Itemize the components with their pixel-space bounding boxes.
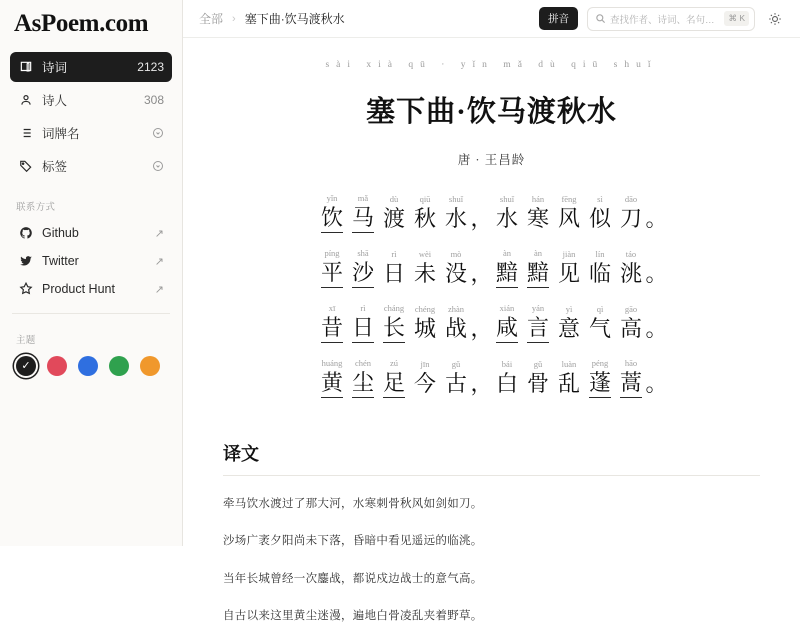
poem-line bbox=[317, 357, 667, 398]
list-icon bbox=[18, 126, 33, 141]
character-glyph: 临 bbox=[588, 260, 611, 286]
sidebar-item-poems[interactable] bbox=[10, 52, 172, 82]
character-glyph: 马 bbox=[352, 204, 374, 233]
character-pinyin: yǐn bbox=[326, 192, 338, 203]
character-pinyin: shuǐ bbox=[499, 193, 515, 204]
poem-character bbox=[554, 303, 585, 343]
character-glyph: 风 bbox=[557, 205, 580, 231]
poem-line bbox=[317, 247, 667, 288]
poem-character bbox=[379, 248, 410, 288]
poem-character bbox=[616, 357, 647, 398]
character-pinyin: qiū bbox=[419, 193, 431, 204]
character-glyph: 没 bbox=[444, 260, 467, 286]
character-pinyin: píng bbox=[324, 247, 340, 258]
translation-paragraph: 沙场广袤夕阳尚未下落，昏暗中看见遥远的临洮。 bbox=[223, 535, 483, 548]
translation-paragraph: 自古以来这里黄尘迷漫，遍地白骨凌乱夹着野草。 bbox=[223, 610, 483, 623]
character-glyph: ， bbox=[470, 260, 493, 286]
character-pinyin: chéng bbox=[414, 303, 436, 314]
poem-character bbox=[410, 358, 441, 398]
poem-punctuation bbox=[472, 358, 492, 398]
poem-character bbox=[492, 247, 523, 288]
character-glyph: 饮 bbox=[321, 204, 343, 233]
chevron-down-icon[interactable] bbox=[151, 160, 164, 173]
character-pinyin: gǔ bbox=[451, 358, 461, 369]
sidebar-item-poets[interactable] bbox=[10, 85, 172, 115]
external-link-icon: ↗ bbox=[154, 283, 164, 296]
user-icon bbox=[18, 93, 33, 108]
breadcrumb-current: 塞下曲·饮马渡秋水 bbox=[244, 12, 345, 26]
character-pinyin: hán bbox=[531, 193, 545, 204]
poem-character bbox=[523, 193, 554, 233]
character-pinyin: gǔ bbox=[533, 358, 543, 369]
character-pinyin: jīn bbox=[420, 358, 430, 369]
character-pinyin: qì bbox=[596, 303, 604, 314]
poem-character bbox=[348, 302, 379, 343]
character-glyph: 言 bbox=[527, 314, 549, 343]
poem-character bbox=[317, 192, 348, 233]
character-pinyin: yì bbox=[565, 303, 573, 314]
poem-character bbox=[585, 193, 616, 233]
poem-character bbox=[554, 358, 585, 398]
poem-page bbox=[183, 38, 800, 623]
character-glyph: 蒿 bbox=[620, 369, 642, 398]
poem-character bbox=[441, 248, 472, 288]
character-glyph: 洮 bbox=[619, 260, 642, 286]
poem-punctuation bbox=[472, 303, 492, 343]
poem-line bbox=[317, 192, 667, 233]
character-pinyin: xī bbox=[328, 302, 336, 313]
character-pinyin: péng bbox=[591, 357, 609, 368]
character-glyph: ， bbox=[470, 315, 493, 341]
translation-paragraph: 牵马饮水渡过了那大河，水寒刺骨秋风如剑如刀。 bbox=[223, 497, 483, 510]
external-link-icon: ↗ bbox=[154, 227, 164, 240]
character-glyph: 今 bbox=[413, 370, 436, 396]
character-glyph: 黯 bbox=[527, 259, 549, 288]
character-glyph: 咸 bbox=[496, 314, 518, 343]
link-label: Twitter bbox=[42, 254, 79, 268]
character-glyph: 蓬 bbox=[589, 369, 611, 398]
chevron-down-icon[interactable] bbox=[151, 127, 164, 140]
character-pinyin: rì bbox=[391, 248, 397, 259]
tag-icon bbox=[18, 159, 33, 174]
character-glyph: 未 bbox=[413, 260, 436, 286]
character-pinyin: àn bbox=[502, 247, 512, 258]
poem-character bbox=[523, 247, 554, 288]
poem-character bbox=[348, 357, 379, 398]
product-hunt-icon bbox=[18, 282, 33, 297]
character-pinyin: zhàn bbox=[447, 303, 465, 314]
character-glyph: 城 bbox=[413, 315, 436, 341]
character-glyph: 气 bbox=[588, 315, 611, 341]
character-glyph: 日 bbox=[352, 314, 374, 343]
character-pinyin: àn bbox=[533, 247, 543, 258]
character-pinyin: dù bbox=[389, 193, 399, 204]
poem-character bbox=[348, 192, 379, 233]
poem-character bbox=[348, 247, 379, 288]
theme-swatch-orange[interactable] bbox=[140, 356, 160, 376]
character-glyph: 古 bbox=[444, 370, 467, 396]
character-glyph: 沙 bbox=[352, 259, 374, 288]
character-glyph: ， bbox=[470, 205, 493, 231]
poem-character bbox=[379, 193, 410, 233]
character-glyph: 白 bbox=[495, 370, 518, 396]
poem-character bbox=[441, 193, 472, 233]
poem-character bbox=[317, 302, 348, 343]
character-glyph: 似 bbox=[588, 205, 611, 231]
character-pinyin: dāo bbox=[624, 193, 638, 204]
character-glyph: 平 bbox=[321, 259, 343, 288]
character-pinyin: shā bbox=[357, 247, 369, 258]
theme-swatch-blue[interactable] bbox=[78, 356, 98, 376]
breadcrumb-separator: › bbox=[232, 12, 236, 25]
sidebar-item-count: 2123 bbox=[137, 60, 164, 74]
search-input[interactable] bbox=[587, 7, 755, 31]
sidebar-item-tags[interactable] bbox=[10, 151, 172, 181]
theme-toggle-button[interactable] bbox=[764, 8, 786, 30]
sidebar-divider bbox=[12, 313, 170, 314]
character-glyph: 秋 bbox=[413, 205, 436, 231]
character-glyph: 高 bbox=[619, 315, 642, 341]
character-pinyin: bái bbox=[501, 358, 513, 369]
poem-line bbox=[317, 302, 667, 343]
link-label: Github bbox=[42, 226, 79, 240]
poem-character bbox=[554, 193, 585, 233]
sun-icon bbox=[768, 12, 782, 26]
search-placeholder: 查找作者、诗词、名句… bbox=[610, 14, 715, 26]
character-glyph: 。 bbox=[645, 370, 668, 396]
poem-punctuation bbox=[647, 248, 667, 288]
link-product-hunt[interactable] bbox=[10, 275, 172, 303]
character-pinyin: gāo bbox=[624, 303, 638, 314]
sidebar-item-label: 诗词 bbox=[42, 61, 68, 75]
poem-character bbox=[492, 193, 523, 233]
poem-character bbox=[317, 247, 348, 288]
poem-body bbox=[223, 192, 760, 398]
poem-character bbox=[379, 357, 410, 398]
search-shortcut-badge: ⌘ K bbox=[724, 11, 749, 26]
poem-character bbox=[492, 358, 523, 398]
character-pinyin: lín bbox=[595, 248, 605, 259]
poem-character bbox=[585, 303, 616, 343]
poem-character bbox=[585, 248, 616, 288]
character-glyph: 足 bbox=[383, 369, 405, 398]
translation-heading: 译文 bbox=[223, 440, 760, 476]
sidebar-item-cipai[interactable] bbox=[10, 118, 172, 148]
title-pinyin: sài xià qū · yǐn mǎ dù qiū shuǐ bbox=[325, 60, 658, 70]
character-glyph: 渡 bbox=[382, 205, 405, 231]
poem-character bbox=[523, 358, 554, 398]
character-glyph: 。 bbox=[645, 260, 668, 286]
link-github[interactable] bbox=[10, 219, 172, 247]
sidebar-item-label: 诗人 bbox=[42, 94, 68, 108]
character-glyph: 刀 bbox=[619, 205, 642, 231]
main-content bbox=[183, 0, 800, 623]
character-glyph: 黄 bbox=[321, 369, 343, 398]
poem-character bbox=[441, 358, 472, 398]
character-glyph: 乱 bbox=[557, 370, 580, 396]
poem-character bbox=[585, 357, 616, 398]
book-icon bbox=[18, 60, 33, 75]
poem-punctuation bbox=[472, 248, 492, 288]
link-label: Product Hunt bbox=[42, 282, 115, 296]
character-pinyin: wèi bbox=[418, 248, 432, 259]
character-glyph: 。 bbox=[645, 205, 668, 231]
character-glyph: 长 bbox=[383, 314, 405, 343]
character-glyph: 战 bbox=[444, 315, 467, 341]
poem-punctuation bbox=[647, 303, 667, 343]
poem-character bbox=[492, 302, 523, 343]
character-glyph: 水 bbox=[444, 205, 467, 231]
character-glyph: 水 bbox=[495, 205, 518, 231]
character-glyph: 。 bbox=[645, 315, 668, 341]
check-icon: ✓ bbox=[21, 359, 31, 372]
character-pinyin: rì bbox=[360, 302, 366, 313]
character-glyph: ， bbox=[470, 370, 493, 396]
character-glyph: 意 bbox=[557, 315, 580, 341]
character-glyph: 日 bbox=[382, 260, 405, 286]
character-pinyin: fēng bbox=[561, 193, 577, 204]
topbar bbox=[183, 0, 800, 38]
character-pinyin: mò bbox=[450, 248, 462, 259]
poem-character bbox=[410, 248, 441, 288]
character-pinyin: yán bbox=[531, 302, 545, 313]
character-glyph: 见 bbox=[557, 260, 580, 286]
contact-section-title: 联系方式 bbox=[16, 202, 56, 213]
poem-character bbox=[317, 357, 348, 398]
character-pinyin: luàn bbox=[561, 358, 577, 369]
pinyin-toggle-button[interactable]: 拼音 bbox=[539, 7, 578, 30]
character-glyph: 骨 bbox=[526, 370, 549, 396]
character-pinyin: sì bbox=[597, 193, 603, 204]
poem-character bbox=[616, 248, 647, 288]
character-pinyin: xián bbox=[499, 302, 515, 313]
theme-section-title: 主题 bbox=[16, 335, 36, 346]
poem-character bbox=[554, 248, 585, 288]
link-twitter[interactable] bbox=[10, 247, 172, 275]
sidebar-item-label: 词牌名 bbox=[42, 127, 80, 141]
poem-punctuation bbox=[472, 193, 492, 233]
page-title: 塞下曲·饮马渡秋水 bbox=[366, 96, 617, 129]
character-pinyin: huáng bbox=[321, 357, 343, 368]
search-icon bbox=[595, 13, 606, 24]
twitter-icon bbox=[18, 254, 33, 269]
primary-nav bbox=[10, 52, 172, 181]
breadcrumb-root[interactable]: 全部 bbox=[199, 12, 224, 26]
theme-swatches bbox=[10, 352, 172, 380]
character-pinyin: chén bbox=[354, 357, 372, 368]
poem-author[interactable]: 唐 · 王昌龄 bbox=[457, 152, 526, 167]
theme-swatch-red[interactable] bbox=[47, 356, 67, 376]
character-pinyin: jiàn bbox=[562, 248, 576, 259]
character-glyph: 尘 bbox=[352, 369, 374, 398]
sidebar-item-label: 标签 bbox=[42, 160, 68, 174]
theme-swatch-green[interactable] bbox=[109, 356, 129, 376]
character-pinyin: cháng bbox=[383, 302, 405, 313]
character-glyph: 黯 bbox=[496, 259, 518, 288]
sidebar-item-count: 308 bbox=[143, 93, 164, 107]
sidebar bbox=[0, 0, 183, 546]
character-glyph: 寒 bbox=[526, 205, 549, 231]
poem-character bbox=[379, 302, 410, 343]
poem-punctuation bbox=[647, 358, 667, 398]
poem-character bbox=[410, 303, 441, 343]
poem-character bbox=[410, 193, 441, 233]
poem-character bbox=[523, 302, 554, 343]
character-pinyin: zú bbox=[389, 357, 399, 368]
translation-paragraph: 当年长城曾经一次鏖战，都说戍边战士的意气高。 bbox=[223, 572, 483, 585]
character-glyph: 昔 bbox=[321, 314, 343, 343]
external-link-icon: ↗ bbox=[154, 255, 164, 268]
site-logo[interactable]: AsPoem.com bbox=[14, 10, 149, 37]
poem-character bbox=[441, 303, 472, 343]
poem-punctuation bbox=[647, 193, 667, 233]
poem-character bbox=[616, 193, 647, 233]
character-pinyin: táo bbox=[625, 248, 637, 259]
character-pinyin: shuǐ bbox=[448, 193, 464, 204]
poem-character bbox=[616, 303, 647, 343]
github-icon bbox=[18, 226, 33, 241]
character-pinyin: mǎ bbox=[357, 192, 369, 203]
character-pinyin: hāo bbox=[624, 357, 638, 368]
theme-swatch-black[interactable] bbox=[16, 356, 36, 376]
